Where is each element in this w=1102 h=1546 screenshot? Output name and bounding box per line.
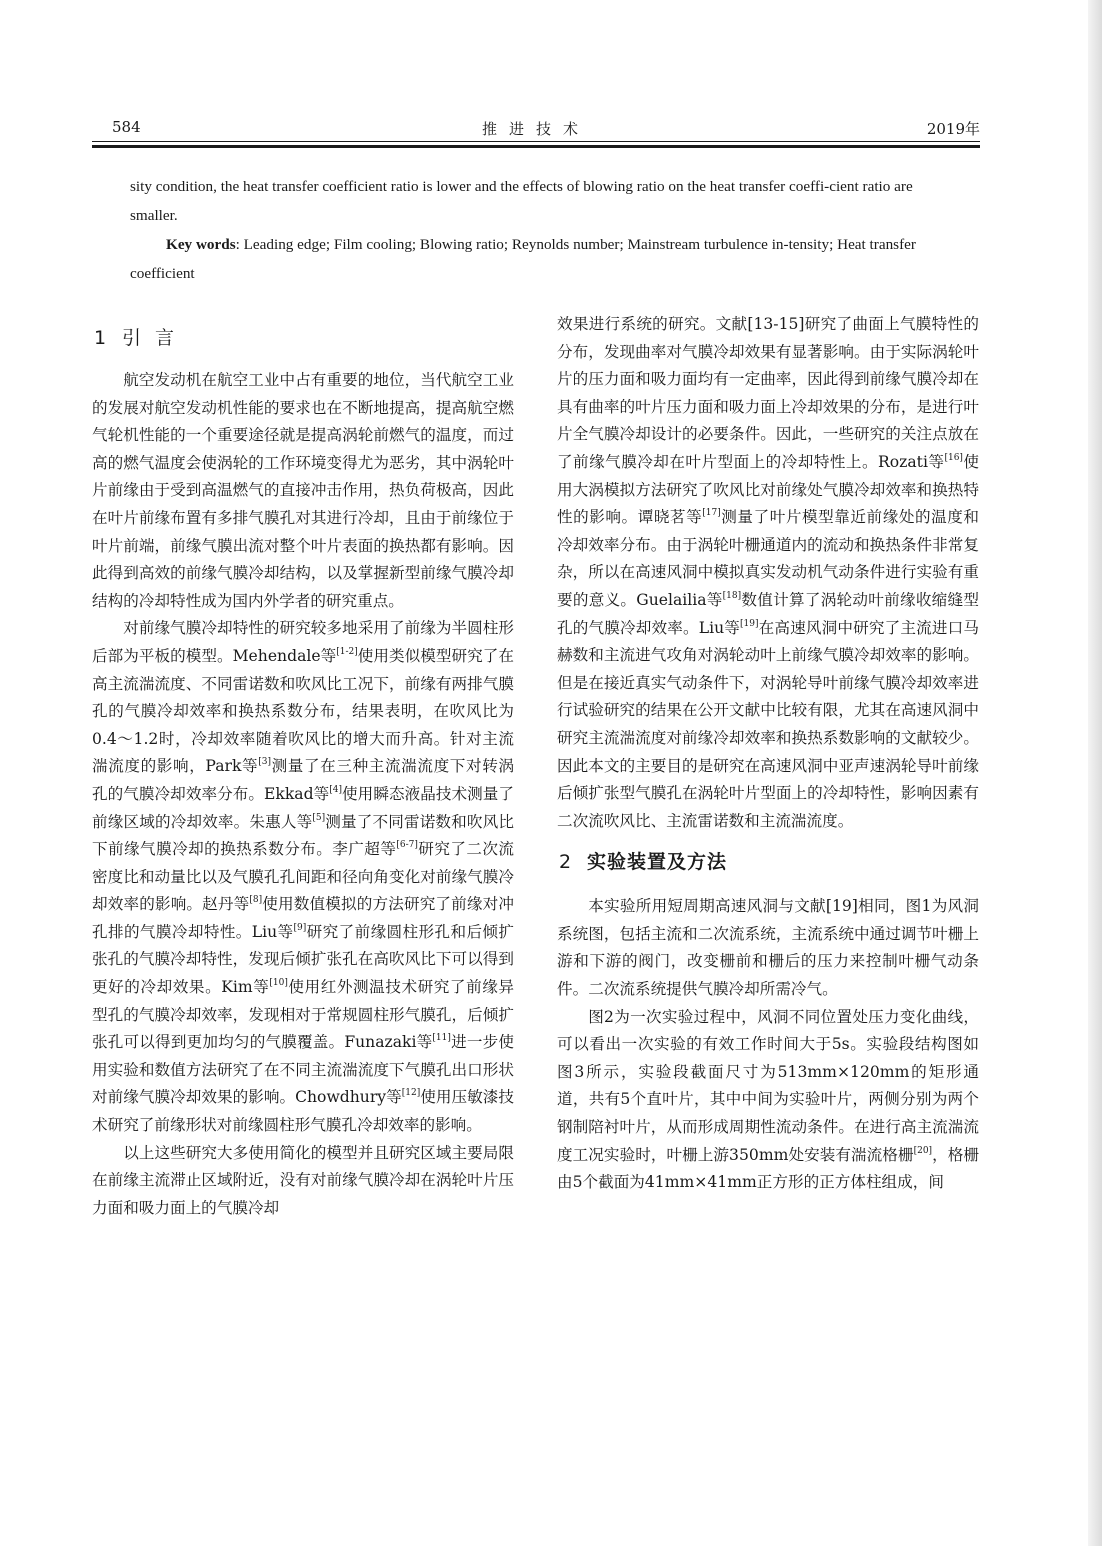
- section-number: 2: [559, 851, 572, 874]
- paragraph-continuation: 效果进行系统的研究。文献[13-15]研究了曲面上气膜特性的分布，发现曲率对气膜冷却效果有显著影响。由于实际涡轮叶片的压力面和吸力面均有一定曲率，因此得到前缘气膜冷却在具有曲率的叶片压力面和吸力面上冷却效果的分布，是进行叶片全气膜冷却设计的必要条件。因此，一些研究的关注点放在了前缘气膜冷却在叶片型面上的冷却特性上。Rozati等[16]使用大涡模拟方法研究了吹风比对前缘处气膜冷却效率和换热特性的影响。谭晓茗等[17]测量了叶片模型靠近前缘处的温度和冷却效率分布。由于涡轮叶栅通道内的流动和换热条件非常复杂，所以在高速风洞中模拟真实发动机气动条件进行实验有重要的意义。Guelailia等[18]数值计算了涡轮动叶前缘收缩缝型孔的气膜冷却效率。Liu等[19]在高速风洞中研究了主流进口马赫数和主流进气攻角对涡轮动叶上前缘气膜冷却效率的影响。但是在接近真实气动条件下，对涡轮导叶前缘气膜冷却效率进行试验研究的结果在公开文献中比较有限，尤其在高速风洞中研究主流湍流度对前缘冷却效率和换热系数影响的文献较少。因此本文的主要目的是研究在高速风洞中亚声速涡轮导叶前缘后倾扩张型气膜孔在涡轮叶片型面上的冷却特性，影响因素有二次流吹风比、主流雷诺数和主流湍流度。: [557, 315, 979, 830]
- citation: [16]: [944, 452, 963, 463]
- citation: [20]: [913, 1145, 933, 1156]
- citation: [17]: [702, 508, 721, 519]
- abstract-continuation: sity condition, the heat transfer coefficient ratio is lower and the effects of blowing ratio on the heat transfer coeffi-cient ratio are smaller.: [130, 178, 913, 224]
- paragraph: 以上这些研究大多使用简化的模型并且研究区域主要局限在前缘主流滞止区域附近，没有对前缘气膜冷却在涡轮叶片压力面和吸力面上的气膜冷却: [92, 1143, 514, 1217]
- section-2-heading: [557, 849, 979, 879]
- paragraph: 对前缘气膜冷却特性的研究较多地采用了前缘为半圆柱形后部为平板的模型。Mehendale等[1-2]使用类似模型研究了在高主流湍流度、不同雷诺数和吹风比工况下，前缘有两排气膜孔的气膜冷却效率和换热系数分布，结果表明，在吹风比为0.4～1.2时，冷却效率随着吹风比的增大而升高。针对主流湍流度的影响，Park等[3]测量了在三种主流湍流度下对转涡孔的气膜冷却效率分布。Ekkad等[4]使用瞬态液晶技术测量了前缘区域的冷却效率。朱惠人等[5]测量了不同雷诺数和吹风比下前缘气膜冷却的换热系数分布。李广超等[6-7]研究了二次流密度比和动量比以及气膜孔孔间距和径向角变化对前缘气膜冷却效率的影响。赵丹等[8]使用数值模拟的方法研究了前缘对冲孔排的气膜冷却特性。Liu等[9]研究了前缘圆柱形孔和后倾扩张孔的气膜冷却特性，发现后倾扩张孔在高吹风比下可以得到更好的冷却效果。Kim等[10]使用红外测温技术研究了前缘异型孔的气膜冷却效率，发现相对于常规圆柱形气膜孔，后倾扩张孔可以得到更加均匀的气膜覆盖。Funazaki等[11]进一步使用实验和数值方法研究了在不同主流湍流度下气膜孔出口形状对前缘气膜冷却效果的影响。Chowdhury等[12]使用压敏漆技术研究了前缘形状对前缘圆柱形气膜孔冷却效率的影响。: [92, 619, 514, 1135]
- citation: [9]: [293, 922, 307, 933]
- journal-name: 推进技术: [481, 120, 590, 138]
- paragraph: 图2为一次实验过程中，风洞不同位置处压力变化曲线，可以看出一次实验的有效工作时间大于5s。实验段结构图如图3所示，实验段截面尺寸为513mm×120mm的矩形通道，共有5个直叶片，其中中间为实验叶片，两侧分别为两个钢制陪衬叶片，从而形成周期性流动条件。在进行高主流湍流度工况实验时，叶栅上游350mm处安装有湍流格栅[20]，格栅由5个截面为41mm×41mm正方形的正方体柱组成，间: [557, 1007, 979, 1192]
- running-header: [92, 118, 980, 140]
- citation: [1-2]: [336, 646, 358, 657]
- left-column: [92, 325, 514, 1222]
- citation: [4]: [329, 784, 342, 795]
- right-column: [557, 311, 979, 1197]
- section-1-heading: [92, 325, 514, 357]
- page-edge-shadow: [1088, 0, 1102, 1546]
- page-number: 584: [112, 118, 141, 136]
- citation: [19]: [740, 618, 759, 629]
- keywords-label: Key words: [166, 236, 236, 253]
- keywords-line: [130, 230, 945, 288]
- citation: [10]: [269, 978, 288, 989]
- paragraph: 航空发动机在航空工业中占有重要的地位，当代航空工业的发展对航空发动机性能的要求也在不断地提高，提高航空燃气轮机性能的一个重要途径就是提高涡轮前燃气的温度，而过高的燃气温度会使涡轮的工作环境变得尤为恶劣，其中涡轮叶片前缘由于受到高温燃气的直接冲击作用，热负荷极高，因此在叶片前缘布置有多排气膜孔对其进行冷却，且由于前缘位于叶片前端，前缘气膜出流对整个叶片表面的换热都有影响。因此得到高效的前缘气膜冷却结构，以及掌握新型前缘气膜冷却结构的冷却特性成为国内外学者的研究重点。: [92, 371, 514, 610]
- section-title: 引言: [122, 327, 189, 349]
- citation: [3]: [258, 757, 271, 768]
- citation: [5]: [312, 812, 326, 823]
- publication-year: 2019年: [926, 120, 980, 138]
- keywords-list: : Leading edge; Film cooling; Blowing ratio; Reynolds number; Mainstream turbulence in-tensity; Heat transfer coefficient: [130, 236, 916, 282]
- english-abstract: [130, 172, 945, 288]
- header-rule-thick: [92, 145, 980, 148]
- citation: [18]: [722, 590, 742, 601]
- citation: [6-7]: [396, 840, 418, 851]
- section-number: 1: [94, 327, 107, 349]
- section-title: 实验装置及方法: [587, 851, 728, 874]
- citation: [12]: [401, 1088, 421, 1099]
- paragraph: 本实验所用短周期高速风洞与文献[19]相同，图1为风洞系统图，包括主流和二次流系统，主流系统中通过调节叶栅上游和下游的阀门，改变栅前和栅后的压力来控制叶栅气动条件。二次流系统提供气膜冷却所需冷气。: [557, 897, 979, 999]
- citation: [8]: [249, 895, 263, 906]
- citation: [11]: [432, 1033, 451, 1044]
- header-rule-thin: [92, 141, 980, 142]
